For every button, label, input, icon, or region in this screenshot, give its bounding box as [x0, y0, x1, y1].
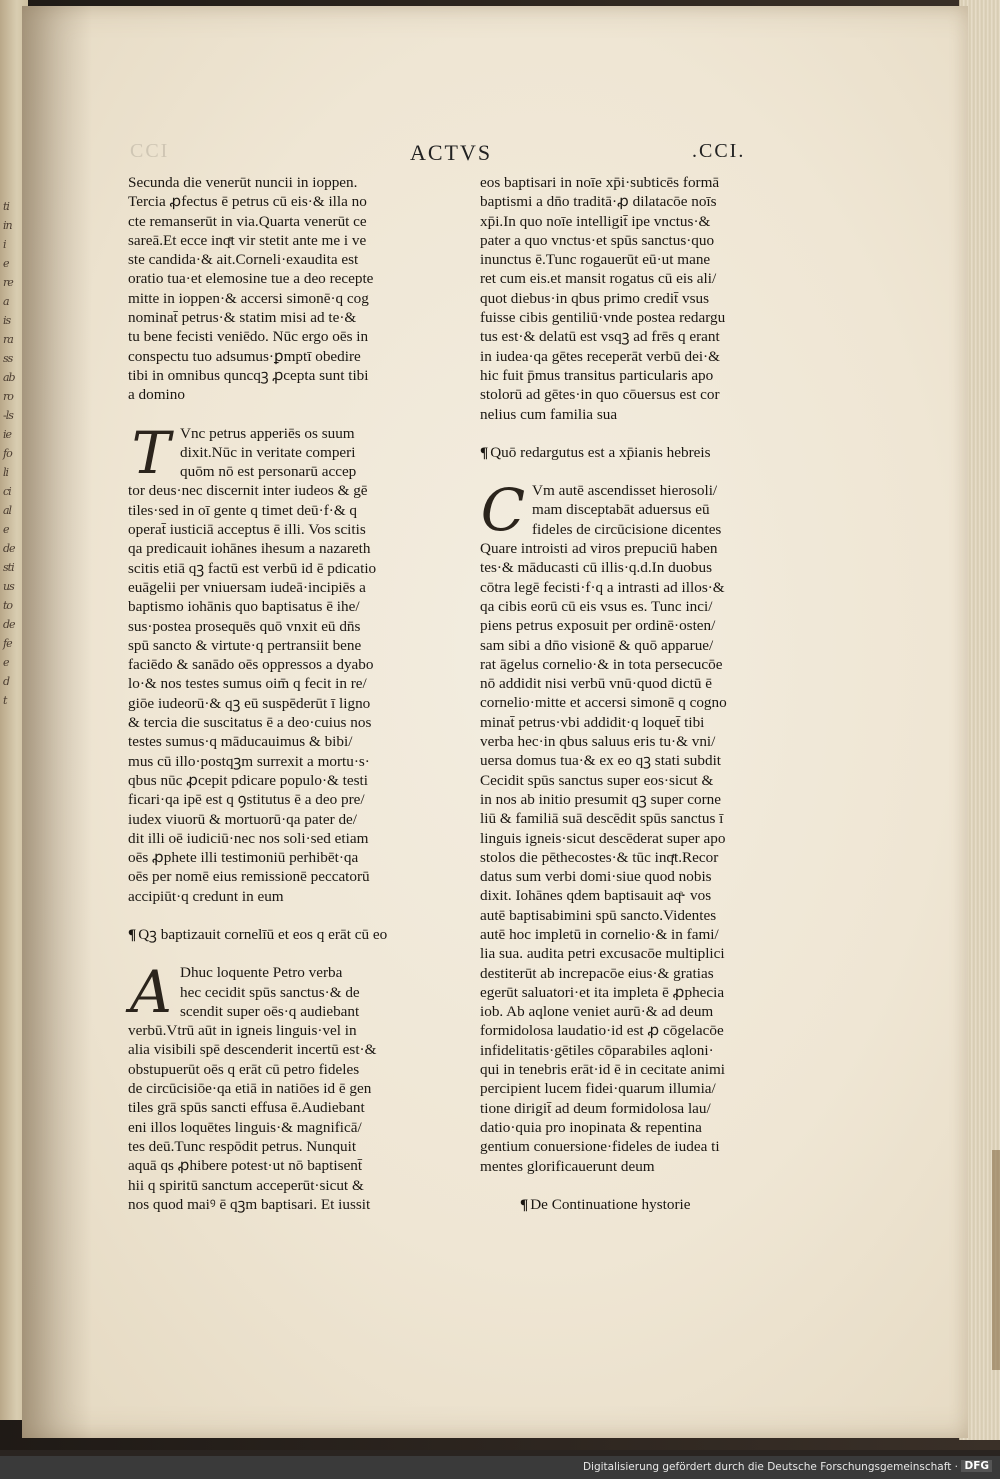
- text-line: scendit super oēs·q audiebant: [180, 1002, 360, 1020]
- text-line: minat̄ petrus·vbi addidit·q loquet̄ tibi: [480, 713, 705, 731]
- text-line: cornelio·mitte et accersi simonē q cogno: [480, 694, 727, 712]
- text-line: conspectu tuo adsumus·ꝑmptī obedire: [128, 347, 361, 365]
- text-line: dixit. Iohānes qdem baptisauit aqͣ· vos: [480, 887, 712, 905]
- text-line: Cecidit spūs sanctus super eos·sicut &: [480, 771, 714, 789]
- text-line: spū sancto & virtute·q pertransiit bene: [128, 636, 362, 654]
- facing-page-fragment: e: [3, 656, 9, 669]
- text-line: verbū.Vtrū aūt in igneis linguis·vel in: [128, 1022, 357, 1040]
- text-line: stolorū ad gētes·in quo cōuersus est cor: [480, 386, 720, 404]
- text-line: egerūt saluatori·et ita impleta ē ꝓphecia: [480, 983, 725, 1001]
- text-line: Tercia ꝓfectus ē petrus cū eis·& illa no: [128, 193, 367, 211]
- facing-page-fragment: d: [3, 675, 10, 688]
- text-line: mentes glorificauerunt deum: [480, 1157, 655, 1175]
- text-line: quōm nō est personarū accep: [180, 463, 357, 481]
- facing-page-fragment: e: [3, 257, 9, 270]
- text-line: verba hec·in qbus saluus eris tu·& vni/: [480, 733, 716, 751]
- text-line: alia visibili spē descenderit incertū est·&: [128, 1041, 377, 1059]
- text-line: ste candida·& ait.Corneli·exaudita est: [128, 251, 359, 269]
- text-line: quot diebus·in qbus primo credit̄ vsus: [480, 289, 710, 307]
- text-line: tor deus·nec discernit inter iudeos & gē: [128, 482, 368, 500]
- text-line: sus·postea prosequēs quō vnxit eū dn̄s: [128, 617, 361, 635]
- text-line: cōtra legē fecisti·f·q a intrasti ad illos·&: [480, 578, 725, 596]
- text-line: ret cum eis.et mansit rogatus cū eis ali/: [480, 270, 717, 288]
- text-line: linguis igneis·sicut descēderat super apo: [480, 829, 726, 847]
- running-title: ACTVS: [410, 140, 493, 165]
- text-line: qa predicauit iohānes ihesum a nazareth: [128, 540, 371, 558]
- text-line: Dhuc loquente Petro verba: [180, 964, 343, 982]
- text-line: pater a quo vnctus·et spūs sanctus·quo: [480, 231, 715, 249]
- text-line: Quare introisti ad viros prepuciū haben: [480, 540, 718, 558]
- right-column: [480, 173, 770, 1214]
- text-line: tus est·& delatū est vsqꝫ ad frēs q erant: [480, 328, 720, 346]
- text-line: operat̄ iusticiā acceptus ē illi. Vos scitis: [128, 521, 366, 539]
- text-block: [480, 476, 770, 1176]
- facing-page-fragment: li: [3, 466, 9, 479]
- text-line: uersa domus tua·& ex eo qꝫ stati subdit: [480, 752, 722, 770]
- text-line: percipient lucem fidei·quarum illumia/: [480, 1080, 716, 1098]
- text-line: sareā.Et ecce inqͬt vir stetit ante me i ve: [128, 231, 367, 249]
- text-line: oratio tua·et elemosine tue a deo recepte: [128, 270, 374, 288]
- text-line: eni illos loquētes linguis·& magnificā/: [128, 1118, 362, 1136]
- text-line: lia sua. audita petri excusacōe multiplici: [480, 945, 725, 963]
- text-line: tibi in omnibus quncqꝫ ꝓcepta sunt tibi: [128, 366, 369, 384]
- left-column: [128, 173, 418, 1214]
- text-line: destiterūt ab increpacōe eius·& gratias: [480, 964, 714, 982]
- text-line: nos quod maiꝰ ē qꝫm baptisari. Et iussit: [128, 1195, 371, 1213]
- text-line: baptismi a dn̄o traditā·ꝓ dilatacōe noīs: [480, 193, 717, 211]
- text-line: obstupuerūt oēs q erāt cū petro fideles: [128, 1060, 360, 1078]
- decorated-initial: T: [131, 418, 171, 487]
- section-heading: ¶ Qꝫ baptizauit cornelīū et eos q erāt cū eo: [128, 925, 388, 943]
- text-line: stolos die pēthecostes·& tūc inqͬt.Recor: [480, 848, 719, 866]
- text-line: tes·& māducasti cū illis·q.d.In duobus: [480, 559, 712, 577]
- text-line: Vnc petrus apperiēs os suum: [180, 424, 355, 442]
- decorated-initial: A: [130, 958, 172, 1027]
- text-line: piens petrus exposuit per ordinē·osten/: [480, 617, 716, 635]
- text-line: gentium conuersione·fideles de iudea ti: [480, 1138, 720, 1156]
- paragraph-with-initial: [480, 476, 770, 1176]
- text-line: datus sum verbi domi·siue quod nobis: [480, 868, 712, 886]
- text-line: hec cecidit spūs sanctus·& de: [180, 983, 360, 1001]
- text-line: Secunda die venerūt nuncii in ioppen.: [128, 174, 358, 191]
- section-heading: ¶ Quō redargutus est a xp̄ianis hebreis: [480, 443, 711, 461]
- text-line: euāgelii per vniuersam iudeā·incipiēs a: [128, 578, 366, 596]
- text-line: baptismo iohānis quo baptisatus ē ihe/: [128, 598, 360, 616]
- text-line: autē hoc impletū in cornelio·& in fami/: [480, 925, 719, 943]
- text-line: qui in tenebris erāt·id ē in cecitate animi: [480, 1061, 726, 1079]
- text-line: mitte in ioppen·& accersi simonē·q cog: [128, 289, 369, 307]
- text-line: in iudea·qa gētes receperāt verbū dei·&: [480, 347, 720, 365]
- text-line: liū & familiā suā descēdit spūs sanctus ī: [480, 810, 724, 828]
- text-line: qbus nūc ꝓcepit pdicare populo·& testi: [128, 771, 368, 789]
- text-line: dit illi oē iudiciū·nec nos soli·sed etiam: [128, 829, 369, 847]
- text-line: tione dirigit̄ ad deum formidolosa lau/: [480, 1099, 711, 1117]
- text-line: faciēdo & sanādo oēs oppressos a dyabo: [128, 656, 374, 674]
- text-line: fuisse cibis gentiliū·vnde postea redargu: [480, 309, 726, 327]
- text-line: qa cibis eorū cū eis vsus es. Tunc inci/: [480, 597, 713, 615]
- facing-page-fragment: sti: [3, 561, 14, 574]
- facing-page-fragment: to: [3, 599, 13, 612]
- text-line: nominat̄ petrus·& statim misi ad te·&: [128, 309, 357, 327]
- text-line: cte remanserūt in via.Quarta venerūt ce: [128, 212, 367, 230]
- text-line: & tercia die suscitatus ē a deo·cuius nos: [128, 714, 372, 732]
- facing-page-fragment: ie: [3, 428, 12, 441]
- text-line: oēs per nomē eius remissionē peccatorū: [128, 868, 370, 886]
- text-line: fideles de circūcisione dicentes: [532, 520, 722, 538]
- facing-page-fragment: us: [3, 580, 14, 593]
- text-block: [480, 173, 770, 424]
- binding-strip: [992, 1150, 1000, 1370]
- funding-notice: Digitalisierung gefördert durch die Deutsche Forschungsgemeinschaft ·: [582, 1461, 958, 1473]
- text-line: in nos ab initio presumit qꝫ super corne: [480, 790, 722, 808]
- text-line: nelius cum familia sua: [480, 405, 618, 423]
- text-line: eos baptisari in noīe xp̄i·subticēs formā: [480, 174, 720, 191]
- section-heading: ¶ De Continuatione hystorie: [520, 1195, 691, 1213]
- text-line: oēs ꝓphete illi testimoniū perhibēt·qa: [128, 849, 359, 867]
- decorated-initial: C: [480, 476, 526, 545]
- text-line: iob. Ab aqlone veniet aurū·& ad deum: [480, 1003, 714, 1021]
- text-line: hii q spiritū sanctum acceperūt·sicut &: [128, 1176, 364, 1194]
- facing-page-fragment: fe: [3, 637, 12, 650]
- facing-page-fragment: de: [3, 618, 15, 631]
- facing-page-fragment: al: [3, 504, 12, 517]
- text-line: testes sumus·q māducauimus & bibi/: [128, 733, 353, 751]
- text-line: datio·quia pro inopinata & repentina: [480, 1118, 702, 1136]
- text-line: tes deū.Tunc respōdit petrus. Nunquit: [128, 1137, 357, 1155]
- text-line: iudex viuorū & mortuorū·qa pater de/: [128, 810, 358, 828]
- text-block: [128, 173, 418, 405]
- text-line: Vm autē ascendisset hierosoli/: [532, 482, 718, 500]
- text-line: giōe iudeorū·& qꝫ eū suspēderūt ī ligno: [128, 694, 371, 712]
- text-line: tiles·sed in oī gente q timet deū·f·& q: [128, 501, 358, 519]
- text-line: accipiūt·q credunt in eum: [128, 887, 284, 905]
- facing-page-fragment: e: [3, 523, 9, 536]
- text-line: de circūcisiōe·qa etiā in natiōes id ē gen: [128, 1080, 372, 1098]
- text-line: a domino: [128, 386, 185, 404]
- facing-page-fragment: t: [3, 694, 7, 707]
- facing-page-fragment: fo: [3, 447, 12, 460]
- text-line: infidelitatis·gētiles cōparabiles aqloni·: [480, 1041, 714, 1059]
- facing-page-fragment: ra: [3, 333, 13, 346]
- text-line: hic fuit p̄mus transitus particularis apo: [480, 366, 714, 384]
- folio-number: .CCI.: [692, 140, 746, 162]
- text-line: inunctus ē.Tunc rogauerūt eū·ut mane: [480, 251, 711, 269]
- facing-page-fragment: in: [3, 219, 12, 232]
- text-line: mam disceptabāt aduersus eū: [532, 501, 710, 519]
- text-line: sam sibi a dn̄o visionē & quō apparue/: [480, 636, 714, 654]
- text-line: aquā qs ꝓhibere potest·ut nō baptisent̄: [128, 1157, 363, 1175]
- text-line: autē baptisabimini spū sancto.Videntes: [480, 906, 717, 924]
- dfg-logo: DFG: [961, 1460, 992, 1472]
- facing-page-fragment: ro: [3, 390, 13, 403]
- paragraph-with-initial: [128, 418, 418, 906]
- text-block: [128, 418, 418, 906]
- text-line: tiles grā spūs sancti effusa ē.Audiebant: [128, 1099, 365, 1117]
- text-line: tu bene fecisti veniēdo. Nūc ergo oēs in: [128, 328, 369, 346]
- facing-page-fragment: -ls: [3, 409, 13, 422]
- paragraph-with-initial: [128, 958, 418, 1214]
- facing-page-fragment: i: [3, 238, 6, 251]
- text-line: formidolosa laudatio·id est ꝓ cōgelacōe: [480, 1022, 724, 1040]
- ghost-folio: CCI: [130, 140, 170, 162]
- text-line: xp̄i.In quo noīe intelligit̄ ipe vnctus·&: [480, 212, 711, 230]
- facing-page-fragment: ti: [3, 200, 9, 213]
- facing-page-fragment: re: [3, 276, 13, 289]
- text-line: rat āgelus cornelio·& in tota persecucōe: [480, 655, 723, 673]
- facing-page-fragment: ci: [3, 485, 11, 498]
- text-line: scitis etiā qꝫ factū est verbū id ē pdicatio: [128, 559, 377, 577]
- facing-page-fragment: de: [3, 542, 15, 555]
- facing-page-fragment: ss: [3, 352, 13, 365]
- text-line: nō addidit nisi verbū vnū·quod dictū ē: [480, 675, 712, 693]
- facing-page-fragment: ab: [3, 371, 15, 384]
- text-line: dixit.Nūc in veritate comperi: [180, 443, 356, 461]
- text-line: lo·& nos testes sumus oim̄ q fecit in re/: [128, 675, 367, 693]
- spine-shadow: [22, 6, 92, 1438]
- footer-bar: [0, 1456, 1000, 1479]
- text-line: ficari·qa ipē est q ꝯstitutus ē a deo pre/: [128, 791, 365, 809]
- facing-page-fragment: is: [3, 314, 11, 327]
- facing-page-fragment: a: [3, 295, 9, 308]
- text-line: mus cū illo·postqꝫm surrexit a mortu·s·: [128, 752, 370, 770]
